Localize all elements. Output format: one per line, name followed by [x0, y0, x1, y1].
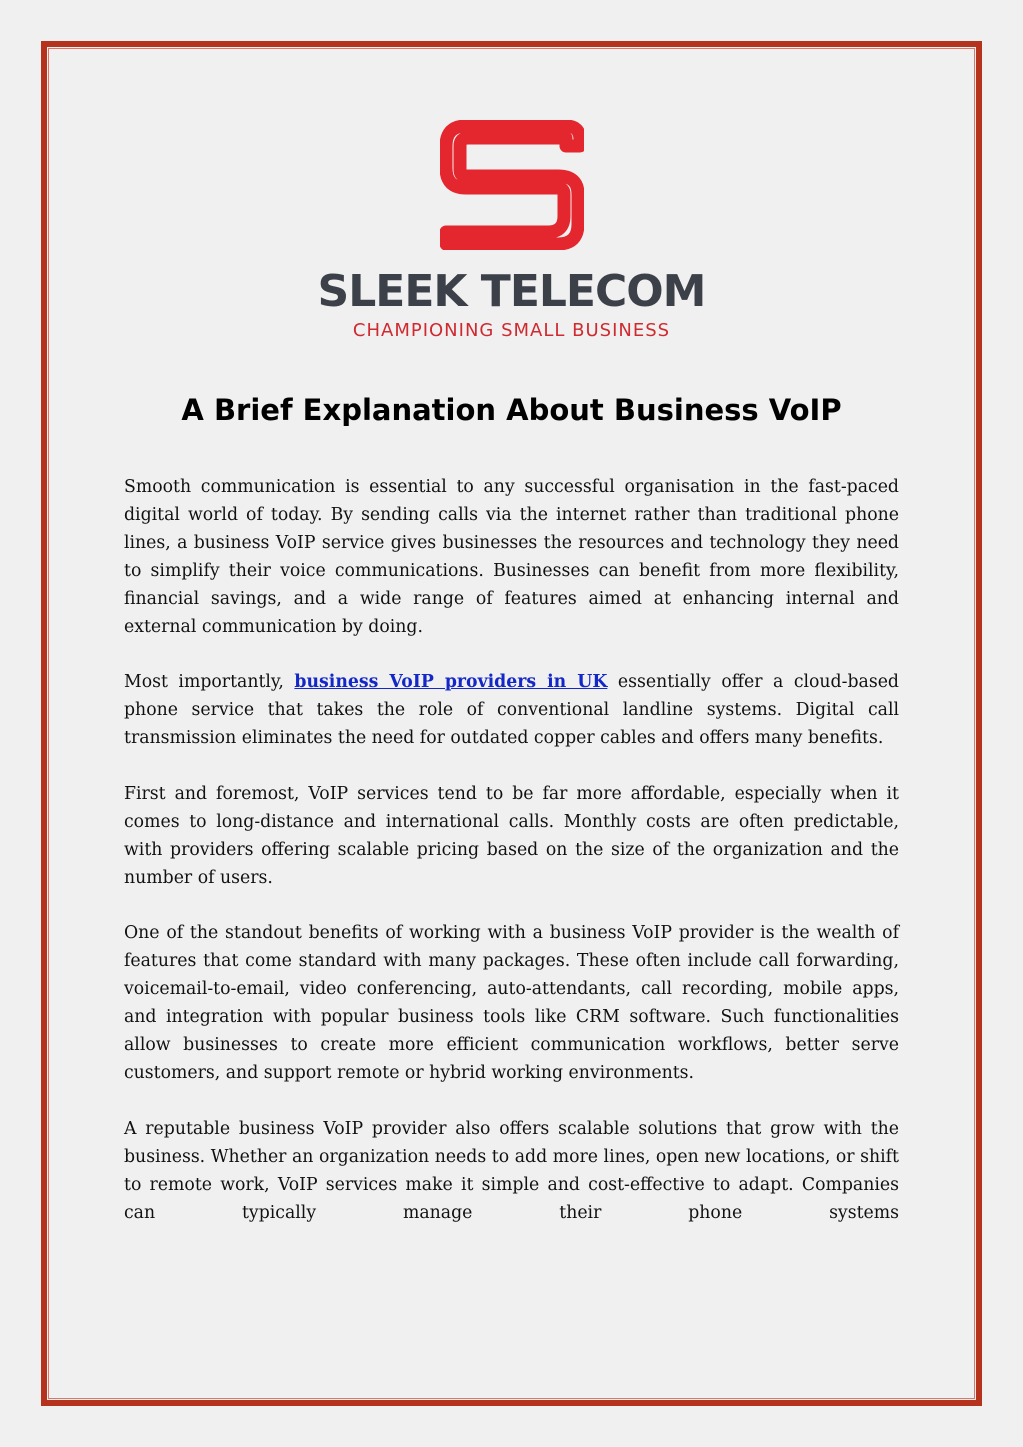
paragraph-providers: [124, 669, 899, 753]
paragraph-features: One of the standout benefits of working with a business VoIP provider is the wealth of features that come standard with many packages. These often include call forwarding, voicemail-to-email, video conferencing, auto-attendants, call recording, mobile apps, and integration with popular business tools like CRM software. Such functionalities allow businesses to create more efficient communication workflows, better serve customers, and support remote or hybrid working environments.: [124, 923, 899, 1083]
s-logo-shape: [446, 126, 580, 244]
page-title: A Brief Explanation About Business VoIP: [181, 393, 842, 427]
paragraph-providers-lead: Most importantly,: [124, 672, 295, 693]
paragraph-providers-rest: essentially offer a cloud-based phone service that takes the role of conventional landline systems. Digital call transmission eliminates the need for outdated copper cables and offers many benefits.: [124, 672, 899, 749]
sleek-telecom-s-logo-icon: [440, 120, 584, 250]
brand-tagline: CHAMPIONING SMALL BUSINESS: [352, 320, 671, 341]
paragraph-intro: Smooth communication is essential to any successful organisation in the fast-paced digital world of today. By sending calls via the internet rather than traditional phone lines, a business VoIP service gives businesses the resources and technology they need to simplify their voice communications. Businesses can benefit from more flexibility, financial savings, and a wide range of features aimed at enhancing internal and external communication by doing.: [124, 477, 899, 637]
brand-name: SLEEK TELECOM: [317, 266, 706, 317]
company-logo: [0, 120, 1023, 345]
paragraph-scalability: A reputable business VoIP provider also offers scalable solutions that grow with the business. Whether an organization needs to add more lines, open new locations, or shift to remote work, VoIP services make it simple and cost-effective to adapt. Companies can typically manage their phone systems: [124, 1118, 899, 1223]
paragraph-affordability: First and foremost, VoIP services tend to be far more affordable, especially when it comes to long-distance and international calls. Monthly costs are often predictable, with providers offering scalable pricing based on the size of the organization and the number of users.: [124, 783, 899, 888]
article-body: [124, 474, 899, 1255]
business-voip-providers-link[interactable]: business VoIP providers in UK: [294, 672, 608, 693]
